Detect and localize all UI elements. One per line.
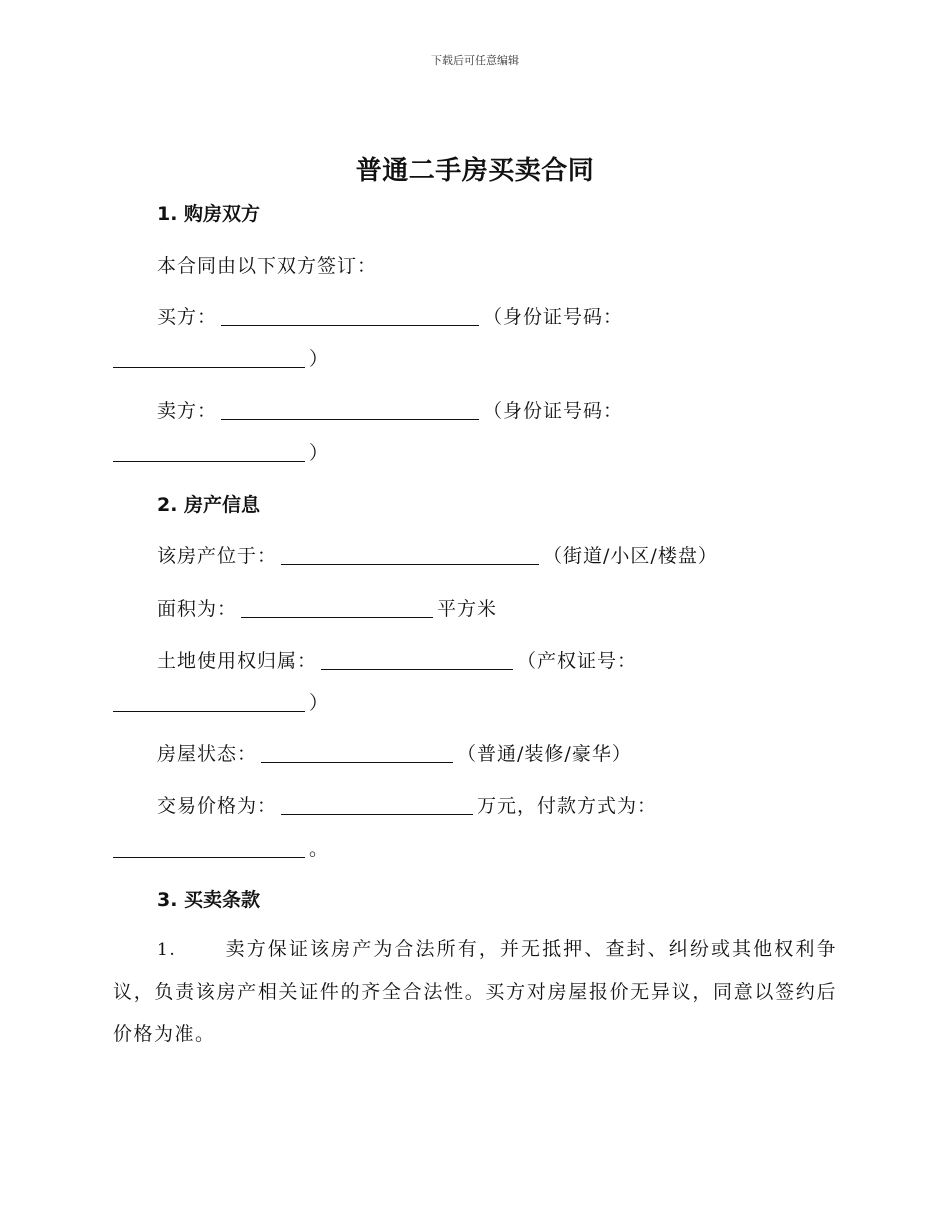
section-heading-parties: 1. 购房双方 xyxy=(157,203,261,225)
price-label: 交易价格为： xyxy=(157,795,278,817)
buyer-id-label: （身份证号码： xyxy=(483,306,624,328)
status-label: 房屋状态： xyxy=(157,743,258,765)
buyer-label: 买方： xyxy=(157,306,218,328)
status-line xyxy=(157,739,632,766)
cert-close: ） xyxy=(309,692,330,714)
buyer-name-field[interactable] xyxy=(221,307,479,326)
cert-number-field[interactable] xyxy=(113,693,305,712)
seller-id-close: ） xyxy=(309,442,330,464)
land-owner-field[interactable] xyxy=(321,651,513,670)
parties-intro: 本合同由以下双方签订： xyxy=(157,255,378,277)
buyer-id-close: ） xyxy=(309,348,330,370)
document-title: 普通二手房买卖合同 xyxy=(355,156,595,186)
location-line xyxy=(157,541,718,568)
status-hint: （普通/装修/豪华） xyxy=(457,743,632,765)
payment-method-field[interactable] xyxy=(113,839,305,858)
buyer-line xyxy=(157,302,623,329)
terms-item-1-number: 1. xyxy=(157,940,177,960)
location-hint: （街道/小区/楼盘） xyxy=(543,545,718,567)
section-heading-property: 2. 房产信息 xyxy=(157,494,261,516)
location-field[interactable] xyxy=(281,546,539,565)
price-field[interactable] xyxy=(281,796,473,815)
cert-line xyxy=(113,688,329,715)
seller-line xyxy=(157,396,623,423)
buyer-id-line xyxy=(113,344,329,371)
terms-item-1 xyxy=(113,928,837,1055)
section-heading-terms: 3. 买卖条款 xyxy=(157,889,261,911)
area-field[interactable] xyxy=(241,599,433,618)
status-field[interactable] xyxy=(261,744,453,763)
land-label: 土地使用权归属： xyxy=(157,650,318,672)
price-unit: 万元，付款方式为： xyxy=(477,795,658,817)
land-line xyxy=(157,646,637,673)
header-note: 下载后可任意编辑 xyxy=(431,54,519,67)
buyer-id-field[interactable] xyxy=(113,349,305,368)
seller-name-field[interactable] xyxy=(221,401,479,420)
area-label: 面积为： xyxy=(157,598,238,620)
payment-period: 。 xyxy=(309,838,330,860)
seller-id-label: （身份证号码： xyxy=(483,400,624,422)
seller-label: 卖方： xyxy=(157,400,218,422)
seller-id-field[interactable] xyxy=(113,443,305,462)
cert-label: （产权证号： xyxy=(517,650,638,672)
location-label: 该房产位于： xyxy=(157,545,278,567)
price-line xyxy=(157,791,657,818)
area-line xyxy=(157,594,497,621)
area-unit: 平方米 xyxy=(437,598,498,620)
terms-item-1-text: 卖方保证该房产为合法所有，并无抵押、查封、纠纷或其他权利争议，负责该房产相关证件的齐全合法性。买方对房屋报价无异议，同意以签约后价格为准。 xyxy=(113,938,837,1045)
payment-line xyxy=(113,834,329,861)
seller-id-line xyxy=(113,438,329,465)
